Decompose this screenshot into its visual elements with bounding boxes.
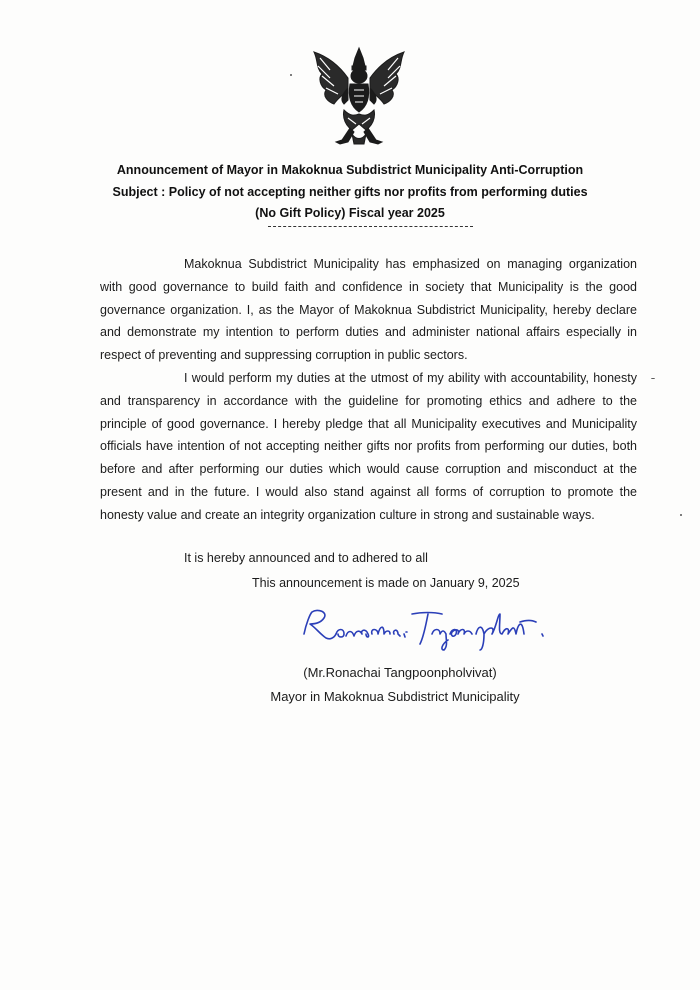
handwritten-signature — [300, 604, 550, 652]
announcement-date: This announcement is made on January 9, 2025 — [252, 576, 520, 590]
title-divider — [268, 226, 473, 227]
garuda-emblem-icon — [308, 44, 410, 148]
body-paragraph-2: I would perform my duties at the utmost of my ability with accountability, honesty and transparency in accordance with the guideline for promoting ethics and adhere to the principle of good governance. I hereby pledge that all Municipality executives and Municipality officials have intention of not accepting neither gifts nor profits from performing our duties, both before and after performing our duties which would cause corruption and misconduct at the present and in the future. I would also stand against all forms of corruption to promote the honesty value and create an integrity organization culture in strong and sustainable ways. — [100, 371, 637, 522]
signer-name: (Mr.Ronachai Tangpoonpholvivat) — [303, 665, 497, 680]
title-line-1: Announcement of Mayor in Makoknua Subdistrict Municipality Anti-Corruption — [116, 163, 584, 177]
paper-speck — [680, 514, 682, 516]
signer-title: Mayor in Makoknua Subdistrict Municipality — [270, 689, 520, 704]
announcement-title — [0, 160, 700, 225]
title-line-3: (No Gift Policy) Fiscal year 2025 — [255, 206, 445, 220]
paper-speck — [651, 378, 655, 379]
body-paragraph-1: Makoknua Subdistrict Municipality has emphasized on managing organization with good governance to build faith and confidence in society that Municipality is the good governance organization. I, as the Mayor of Makoknua Subdistrict Municipality, hereby declare and demonstrate my intention to perform duties and administer national affairs especially in respect of preventing and suppressing corruption in public sectors. — [100, 257, 637, 363]
title-line-2: Subject : Policy of not accepting neither gifts nor profits from performing duties — [112, 184, 588, 199]
paper-speck — [290, 74, 292, 76]
closing-statement: It is hereby announced and to adhered to all — [184, 551, 428, 565]
